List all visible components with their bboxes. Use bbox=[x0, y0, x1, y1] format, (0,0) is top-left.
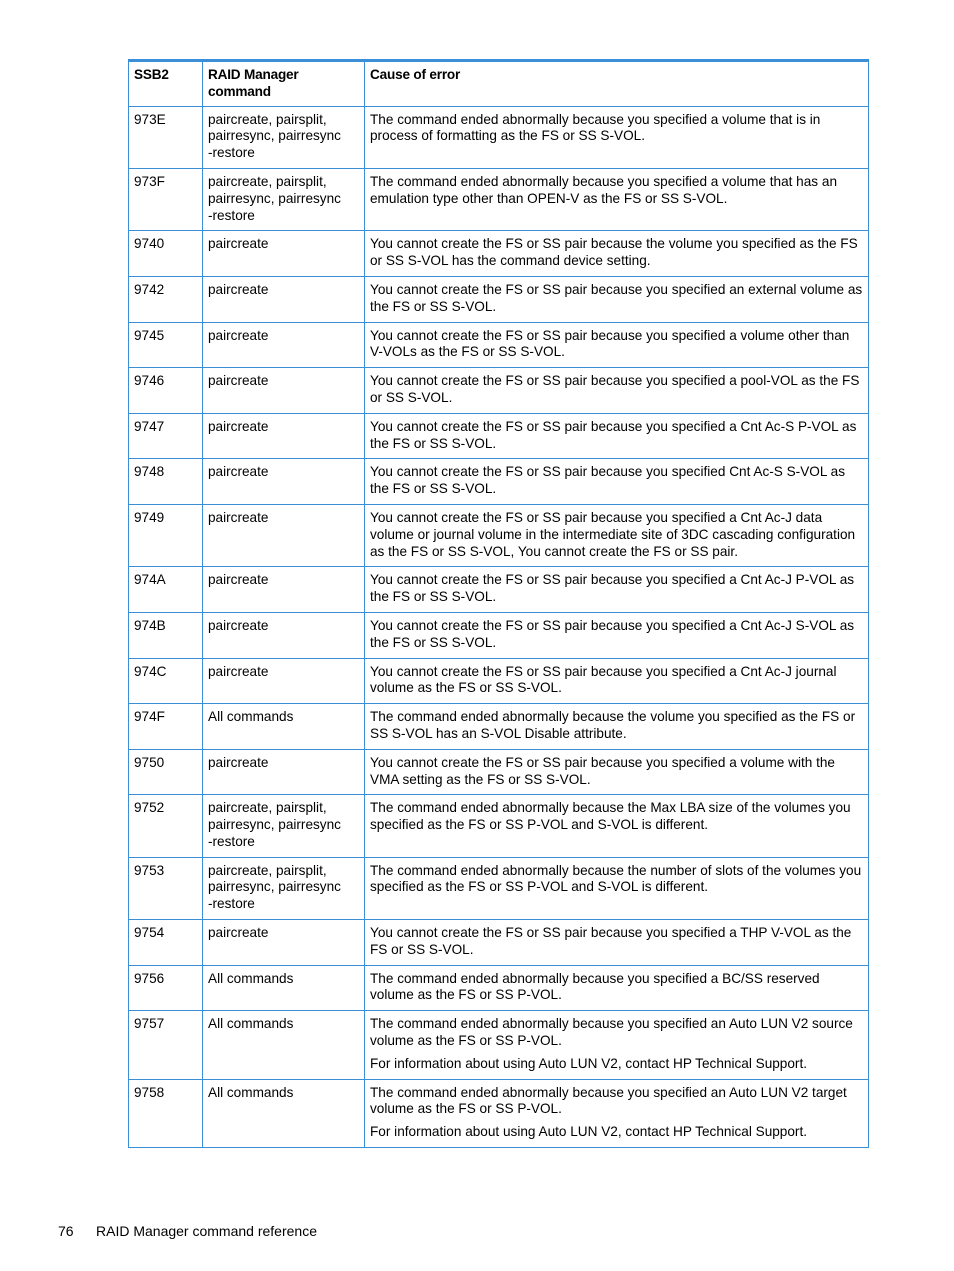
table-row bbox=[129, 322, 869, 368]
cause-paragraph: You cannot create the FS or SS pair because you specified a Cnt Ac-J journal volume as the FS or SS S-VOL. bbox=[370, 663, 837, 696]
table-row bbox=[129, 413, 869, 459]
cause-paragraph: You cannot create the FS or SS pair because you specified a THP V-VOL as the FS or SS S-VOL. bbox=[370, 925, 852, 957]
cause-paragraph: The command ended abnormally because you specified an Auto LUN V2 target volume as the FS or SS P-VOL. bbox=[370, 1084, 847, 1117]
raid-command-line: All commands bbox=[208, 709, 294, 725]
table-row bbox=[129, 704, 869, 750]
cause-of-error-cell bbox=[365, 612, 869, 658]
raid-command-line: paircreate, pairsplit, bbox=[208, 173, 327, 189]
raid-command-cell bbox=[203, 920, 365, 966]
cause-of-error-cell bbox=[365, 413, 869, 459]
table-body bbox=[129, 106, 869, 1147]
cause-of-error-cell bbox=[365, 567, 869, 613]
cause-of-error-cell bbox=[365, 749, 869, 795]
raid-command-line: paircreate bbox=[208, 572, 269, 588]
cause-of-error-cell bbox=[365, 920, 869, 966]
raid-command-cell bbox=[203, 368, 365, 414]
ssb2-code-cell: 9745 bbox=[129, 322, 203, 368]
raid-command-cell bbox=[203, 276, 365, 322]
raid-command-line: pairresync, pairresync bbox=[208, 190, 341, 206]
raid-command-cell bbox=[203, 612, 365, 658]
raid-command-cell bbox=[203, 322, 365, 368]
cause-paragraph: You cannot create the FS or SS pair because you specified a Cnt Ac-J S-VOL as the FS or SS S-VOL. bbox=[370, 617, 855, 650]
ssb2-code-cell: 9746 bbox=[129, 368, 203, 414]
cause-paragraph: You cannot create the FS or SS pair because you specified a volume with the VMA setting as the FS or SS S-VOL. bbox=[370, 754, 835, 787]
raid-command-line: paircreate bbox=[208, 373, 269, 389]
raid-command-line: paircreate bbox=[208, 281, 269, 297]
table-row bbox=[129, 920, 869, 966]
table-row bbox=[129, 106, 869, 168]
raid-command-line: paircreate bbox=[208, 617, 269, 633]
footer-section-title: RAID Manager command reference bbox=[96, 1223, 317, 1239]
ssb2-code-cell: 9748 bbox=[129, 459, 203, 505]
raid-command-cell bbox=[203, 1079, 365, 1147]
cause-of-error-cell bbox=[365, 231, 869, 277]
ssb2-code-cell: 974F bbox=[129, 704, 203, 750]
table-row bbox=[129, 231, 869, 277]
cause-of-error-cell bbox=[365, 168, 869, 230]
cause-of-error-cell bbox=[365, 276, 869, 322]
table-row bbox=[129, 965, 869, 1011]
raid-command-line: pairresync, pairresync bbox=[208, 879, 341, 895]
table-row bbox=[129, 857, 869, 919]
ssb2-code-cell: 9756 bbox=[129, 965, 203, 1011]
cause-paragraph: The command ended abnormally because you specified a BC/SS reserved volume as the FS or SS P-VOL. bbox=[370, 970, 820, 1003]
cause-of-error-cell bbox=[365, 704, 869, 750]
table-row bbox=[129, 368, 869, 414]
cause-paragraph: You cannot create the FS or SS pair because you specified Cnt Ac-S S-VOL as the FS or SS S-VOL. bbox=[370, 464, 846, 497]
table-row bbox=[129, 658, 869, 704]
cause-of-error-cell bbox=[365, 1079, 869, 1147]
table-row bbox=[129, 168, 869, 230]
raid-command-line: paircreate, pairsplit, bbox=[208, 862, 327, 878]
raid-command-line: All commands bbox=[208, 970, 294, 986]
raid-command-line: All commands bbox=[208, 1016, 294, 1032]
header-raid-manager-command: RAID Manager command bbox=[203, 61, 365, 107]
raid-command-line: -restore bbox=[208, 207, 255, 223]
raid-command-line: paircreate bbox=[208, 509, 269, 525]
cause-paragraph: You cannot create the FS or SS pair because you specified an external volume as the FS or SS S-VOL. bbox=[370, 281, 863, 314]
ssb2-code-cell: 9754 bbox=[129, 920, 203, 966]
table-row bbox=[129, 567, 869, 613]
raid-command-cell bbox=[203, 504, 365, 566]
raid-command-cell bbox=[203, 749, 365, 795]
raid-command-line: paircreate bbox=[208, 925, 269, 941]
error-code-table bbox=[128, 59, 869, 1148]
cause-of-error-cell bbox=[365, 504, 869, 566]
ssb2-code-cell: 9757 bbox=[129, 1011, 203, 1079]
ssb2-code-cell: 973F bbox=[129, 168, 203, 230]
cause-paragraph: For information about using Auto LUN V2, contact HP Technical Support. bbox=[370, 1055, 808, 1071]
table-row bbox=[129, 504, 869, 566]
raid-command-line: paircreate, pairsplit, bbox=[208, 111, 327, 127]
cause-of-error-cell bbox=[365, 368, 869, 414]
raid-command-cell bbox=[203, 1011, 365, 1079]
raid-command-cell bbox=[203, 567, 365, 613]
cause-of-error-cell bbox=[365, 857, 869, 919]
cause-paragraph: The command ended abnormally because the number of slots of the volumes you specified as the FS or SS P-VOL and S-VOL is different. bbox=[370, 862, 862, 895]
page-number: 76 bbox=[58, 1223, 74, 1239]
raid-command-line: paircreate bbox=[208, 236, 269, 252]
cause-of-error-cell bbox=[365, 106, 869, 168]
cause-paragraph: You cannot create the FS or SS pair because the volume you specified as the FS or SS S-VOL has the command device setting. bbox=[370, 236, 858, 269]
raid-command-cell bbox=[203, 704, 365, 750]
raid-command-line: paircreate bbox=[208, 418, 269, 434]
ssb2-code-cell: 9749 bbox=[129, 504, 203, 566]
cause-paragraph: You cannot create the FS or SS pair because you specified a Cnt Ac-J P-VOL as the FS or SS S-VOL. bbox=[370, 572, 855, 605]
raid-command-line: paircreate bbox=[208, 663, 269, 679]
cause-of-error-cell bbox=[365, 965, 869, 1011]
cause-of-error-cell bbox=[365, 1011, 869, 1079]
raid-command-cell bbox=[203, 965, 365, 1011]
cause-paragraph: You cannot create the FS or SS pair because you specified a Cnt Ac-J data volume or journal volume in the intermediate site of 3DC cascading configuration as the FS or SS S-VOL, You cannot create the FS or SS pair. bbox=[370, 509, 856, 559]
table-row bbox=[129, 795, 869, 857]
raid-command-line: pairresync, pairresync bbox=[208, 128, 341, 144]
raid-command-line: -restore bbox=[208, 833, 255, 849]
raid-command-line: pairresync, pairresync bbox=[208, 817, 341, 833]
raid-command-cell bbox=[203, 857, 365, 919]
ssb2-code-cell: 974C bbox=[129, 658, 203, 704]
raid-command-cell bbox=[203, 658, 365, 704]
page-footer bbox=[58, 1222, 317, 1240]
cause-paragraph: The command ended abnormally because you specified a volume that is in process of formatting as the FS or SS S-VOL. bbox=[370, 111, 821, 144]
cause-paragraph: You cannot create the FS or SS pair because you specified a volume other than V-VOLs as the FS or SS S-VOL. bbox=[370, 327, 850, 360]
ssb2-code-cell: 9753 bbox=[129, 857, 203, 919]
cause-paragraph: The command ended abnormally because the Max LBA size of the volumes you specified as the FS or SS P-VOL and S-VOL is different. bbox=[370, 800, 851, 833]
cause-paragraph: You cannot create the FS or SS pair because you specified a pool-VOL as the FS or SS S-VOL. bbox=[370, 373, 860, 405]
ssb2-code-cell: 9747 bbox=[129, 413, 203, 459]
ssb2-code-cell: 9752 bbox=[129, 795, 203, 857]
raid-command-line: paircreate, pairsplit, bbox=[208, 800, 327, 816]
raid-command-line: -restore bbox=[208, 896, 255, 912]
cause-of-error-cell bbox=[365, 795, 869, 857]
ssb2-code-cell: 974A bbox=[129, 567, 203, 613]
cause-of-error-cell bbox=[365, 322, 869, 368]
table-row bbox=[129, 1011, 869, 1079]
raid-command-cell bbox=[203, 413, 365, 459]
table-row bbox=[129, 612, 869, 658]
ssb2-code-cell: 9742 bbox=[129, 276, 203, 322]
cause-of-error-cell bbox=[365, 459, 869, 505]
cause-paragraph: The command ended abnormally because you specified a volume that has an emulation type other than OPEN-V as the FS or SS S-VOL. bbox=[370, 173, 837, 206]
raid-command-line: -restore bbox=[208, 145, 255, 161]
header-cause-of-error: Cause of error bbox=[365, 61, 869, 107]
raid-command-line: paircreate bbox=[208, 754, 269, 770]
cause-paragraph: The command ended abnormally because you specified an Auto LUN V2 source volume as the FS or SS P-VOL. bbox=[370, 1016, 853, 1049]
raid-command-cell bbox=[203, 168, 365, 230]
cause-paragraph: You cannot create the FS or SS pair because you specified a Cnt Ac-S P-VOL as the FS or SS S-VOL. bbox=[370, 418, 857, 451]
ssb2-code-cell: 9740 bbox=[129, 231, 203, 277]
ssb2-code-cell: 973E bbox=[129, 106, 203, 168]
table-row bbox=[129, 749, 869, 795]
raid-command-cell bbox=[203, 106, 365, 168]
cause-paragraph: The command ended abnormally because the volume you specified as the FS or SS S-VOL has an S-VOL Disable attribute. bbox=[370, 709, 856, 741]
ssb2-code-cell: 974B bbox=[129, 612, 203, 658]
cause-of-error-cell bbox=[365, 658, 869, 704]
ssb2-code-cell: 9750 bbox=[129, 749, 203, 795]
table-row bbox=[129, 1079, 869, 1147]
table-row bbox=[129, 459, 869, 505]
raid-command-cell bbox=[203, 459, 365, 505]
raid-command-line: All commands bbox=[208, 1084, 294, 1100]
raid-command-line: paircreate bbox=[208, 464, 269, 480]
table-row bbox=[129, 276, 869, 322]
raid-command-line: paircreate bbox=[208, 327, 269, 343]
raid-command-cell bbox=[203, 795, 365, 857]
error-code-table-container bbox=[128, 59, 868, 1148]
ssb2-code-cell: 9758 bbox=[129, 1079, 203, 1147]
table-header-row bbox=[129, 61, 869, 107]
cause-paragraph: For information about using Auto LUN V2, contact HP Technical Support. bbox=[370, 1124, 808, 1140]
raid-command-cell bbox=[203, 231, 365, 277]
header-ssb2: SSB2 bbox=[129, 61, 203, 107]
